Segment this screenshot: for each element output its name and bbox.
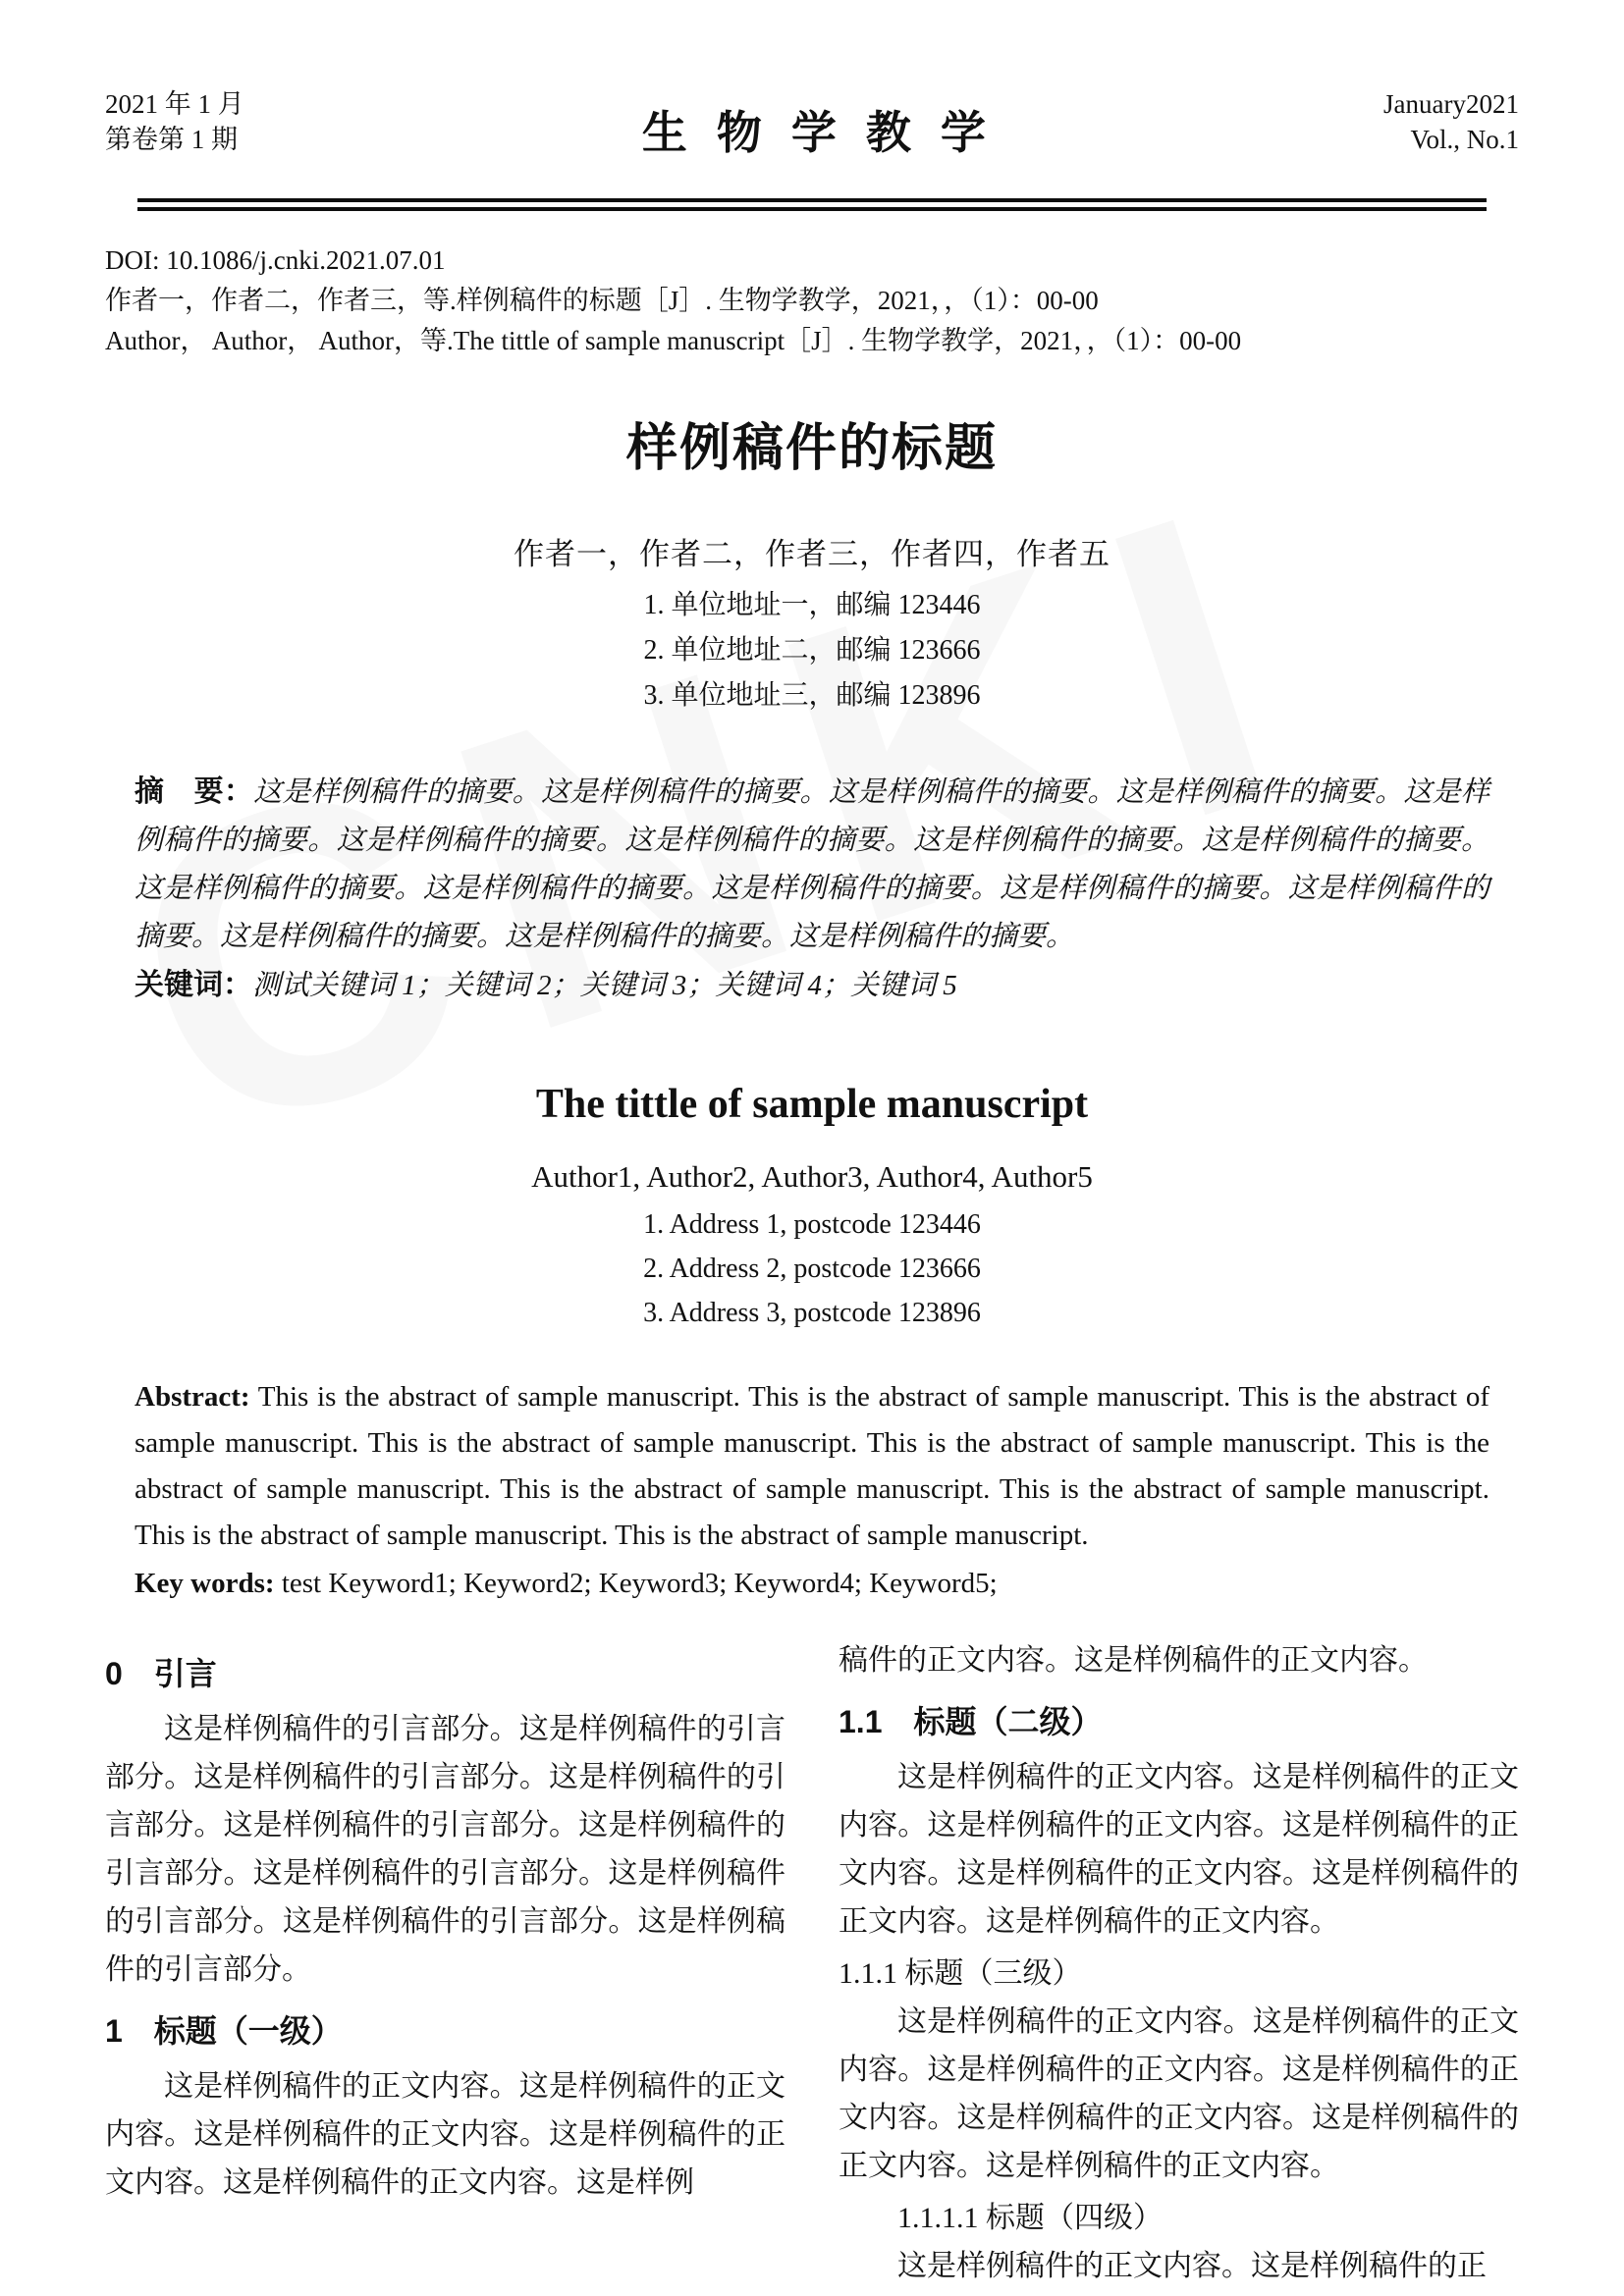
doi-line: DOI: 10.1086/j.cnki.2021.07.01 [105, 245, 446, 275]
column-right [839, 1636, 1519, 2290]
section1-paragraph: 这是样例稿件的正文内容。这是样例稿件的正文内容。这是样例稿件的正文内容。这是样例稿件的正文内容。这是样例稿件的正文内容。这是样例 [105, 2070, 785, 2199]
header-vol-en: Vol., No.1 [1410, 125, 1519, 154]
authors-en: Author1, Author2, Author3, Author4, Author5 [531, 1159, 1093, 1194]
abstract-text-cn: 这是样例稿件的摘要。这是样例稿件的摘要。这是样例稿件的摘要。这是样例稿件的摘要。这是样例稿件的摘要。这是样例稿件的摘要。这是样例稿件的摘要。这是样例稿件的摘要。这是样例稿件的摘要。这是样例稿件的摘要。这是样例稿件的摘要。这是样例稿件的摘要。这是样例稿件的摘要。这是样例稿件的摘要。这是样例稿件的摘要。这是样例稿件的摘要。这是样例稿件的摘要。 [135, 776, 1489, 952]
abstract-label-cn: 摘 要： [135, 775, 254, 808]
abstract-text-en: This is the abstract of sample manuscript. This is the abstract of sample manuscript. This is the abstract of sample manuscript. This is the abstract of sample manuscript. This is the abstract of sample manuscript. This is the abstract of sample manuscript. This is the abstract of sample manuscript. This is the abstract of sample manuscript. This is the abstract of sample manuscript. This is the abstract of sample manuscript. [135, 1381, 1489, 1551]
header-date-en: January2021 [1383, 89, 1519, 119]
body-columns [105, 1636, 1519, 2290]
header-date-cn: 2021 年 1 月 [105, 89, 244, 119]
page-header [105, 86, 1519, 157]
abstract-en [135, 1374, 1489, 1559]
citation-line-en: Author， Author， Author，等.The tittle of sample manuscript［J］. 生物学教学，2021，，（1）：00-00 [105, 326, 1242, 355]
keywords-text-en: test Keyword1; Keyword2; Keyword3; Keyword4; Keyword5; [281, 1568, 998, 1599]
section1111-paragraph: 这是样例稿件的正文内容。这是样例稿件的正 [897, 2250, 1487, 2282]
article-title-cn: 样例稿件的标题 [625, 420, 998, 477]
section11-paragraph: 这是样例稿件的正文内容。这是样例稿件的正文内容。这是样例稿件的正文内容。这是样例稿件的正文内容。这是样例稿件的正文内容。这是样例稿件的正文内容。这是样例稿件的正文内容。 [839, 1761, 1519, 1938]
keywords-label-en: Key words: [135, 1568, 275, 1599]
affiliation-cn-3: 3. 单位地址三，邮编 123896 [643, 680, 981, 711]
heading-intro: 0 引言 [105, 1656, 217, 1691]
keywords-label-cn: 关键词： [135, 969, 252, 1001]
column-left [105, 1636, 785, 2290]
affiliations-en [105, 1202, 1519, 1335]
header-issue-block-cn [105, 86, 244, 157]
citation-line-cn: 作者一，作者二，作者三，等.样例稿件的标题［J］. 生物学教学，2021，，（1）：00-00 [105, 286, 1099, 315]
citation-block [105, 240, 1519, 361]
heading-level4: 1.1.1.1 标题（四级） [897, 2202, 1163, 2234]
keywords-cn [135, 961, 1489, 1010]
affiliation-cn-1: 1. 单位地址一，邮编 123446 [643, 590, 981, 620]
abstract-label-en: Abstract: [135, 1381, 250, 1413]
affiliation-en-3: 3. Address 3, postcode 123896 [643, 1298, 981, 1328]
affiliation-en-1: 1. Address 1, postcode 123446 [643, 1209, 981, 1240]
heading-level3: 1.1.1 标题（三级） [839, 1957, 1082, 1990]
heading-level1: 1 标题（一级） [105, 2013, 343, 2049]
affiliation-en-2: 2. Address 2, postcode 123666 [643, 1254, 981, 1284]
affiliations-cn [105, 583, 1519, 719]
header-double-rule [137, 198, 1487, 211]
abstract-cn [135, 768, 1489, 961]
section1-continuation: 稿件的正文内容。这是样例稿件的正文内容。 [839, 1644, 1428, 1677]
header-issue-cn: 第卷第 1 期 [105, 125, 238, 154]
journal-title: 生物学教学 [641, 107, 1015, 158]
heading-level2: 1.1 标题（二级） [839, 1704, 1103, 1739]
article-title-en: The tittle of sample manuscript [535, 1082, 1089, 1127]
affiliation-cn-2: 2. 单位地址二，邮编 123666 [643, 635, 981, 666]
keywords-text-cn: 测试关键词 1；关键词 2；关键词 3；关键词 4；关键词 5 [252, 970, 957, 1001]
keywords-en [135, 1561, 1489, 1607]
intro-paragraph: 这是样例稿件的引言部分。这是样例稿件的引言部分。这是样例稿件的引言部分。这是样例稿件的引言部分。这是样例稿件的引言部分。这是样例稿件的引言部分。这是样例稿件的引言部分。这是样例稿件的引言部分。这是样例稿件的引言部分。这是样例稿件的引言部分。 [105, 1713, 785, 1986]
section111-paragraph: 这是样例稿件的正文内容。这是样例稿件的正文内容。这是样例稿件的正文内容。这是样例稿件的正文内容。这是样例稿件的正文内容。这是样例稿件的正文内容。这是样例稿件的正文内容。 [839, 2005, 1519, 2182]
authors-cn: 作者一，作者二，作者三，作者四，作者五 [514, 537, 1110, 571]
header-issue-block-en [1383, 86, 1519, 157]
